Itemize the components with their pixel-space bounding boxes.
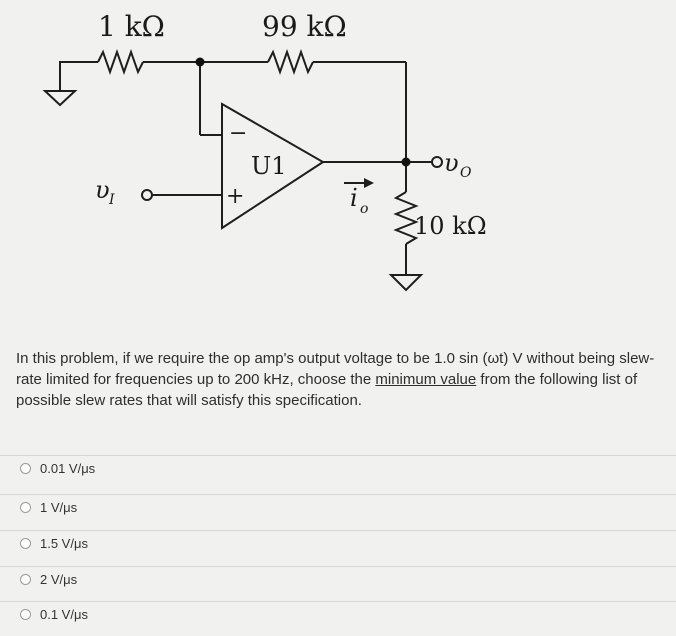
input-wire bbox=[60, 62, 98, 91]
r2-resistor bbox=[268, 52, 313, 72]
option-1-5[interactable] bbox=[20, 533, 88, 553]
io-arrow-head bbox=[364, 178, 374, 188]
r1-resistor bbox=[98, 52, 143, 72]
option-1[interactable] bbox=[20, 497, 77, 517]
radio-button[interactable] bbox=[20, 574, 31, 585]
ground-symbol-right bbox=[391, 275, 421, 290]
junction-dot-top bbox=[196, 58, 205, 67]
rl-label: 10 kΩ bbox=[414, 212, 487, 240]
io-symbol: i bbox=[350, 184, 358, 212]
radio-button[interactable] bbox=[20, 538, 31, 549]
separator bbox=[0, 601, 676, 602]
vi-subscript: I bbox=[109, 192, 115, 208]
option-label: 0.1 V/μs bbox=[40, 606, 88, 622]
option-2[interactable] bbox=[20, 569, 77, 589]
vi-terminal bbox=[142, 190, 152, 200]
minus-sign: − bbox=[229, 121, 248, 146]
radio-button[interactable] bbox=[20, 463, 31, 474]
separator bbox=[0, 494, 676, 495]
vi-symbol: υ bbox=[95, 176, 110, 204]
io-subscript: o bbox=[360, 201, 369, 217]
option-label: 2 V/μs bbox=[40, 571, 78, 587]
question-text: In this problem, if we require the op amp's output voltage to be 1.0 sin (ωt) V without being slew-rate limited for frequencies up to 200 kHz, choose the minimum value from the following list of possible slew rates that will satisfy this specification. bbox=[16, 350, 655, 409]
option-0-1[interactable] bbox=[20, 604, 88, 624]
vo-subscript: O bbox=[460, 165, 472, 181]
vo-symbol: υ bbox=[444, 149, 459, 177]
option-label: 1.5 V/μs bbox=[40, 535, 88, 551]
r2-label: 99 kΩ bbox=[262, 10, 347, 43]
underlined-emphasis: minimum value bbox=[375, 371, 477, 388]
r1-label: 1 kΩ bbox=[98, 10, 165, 43]
separator bbox=[0, 566, 676, 567]
vo-terminal bbox=[432, 157, 442, 167]
radio-button[interactable] bbox=[20, 502, 31, 513]
ground-symbol-left bbox=[45, 91, 75, 105]
option-label: 1 V/μs bbox=[40, 499, 78, 515]
junction-dot-output bbox=[402, 158, 411, 167]
separator bbox=[0, 530, 676, 531]
option-label: 0.01 V/μs bbox=[40, 460, 96, 476]
option-0-01[interactable] bbox=[20, 458, 95, 478]
plus-sign: + bbox=[226, 184, 245, 209]
rl-resistor bbox=[396, 192, 416, 244]
radio-button[interactable] bbox=[20, 609, 31, 620]
separator bbox=[0, 455, 676, 456]
opamp-label: U1 bbox=[251, 152, 287, 180]
